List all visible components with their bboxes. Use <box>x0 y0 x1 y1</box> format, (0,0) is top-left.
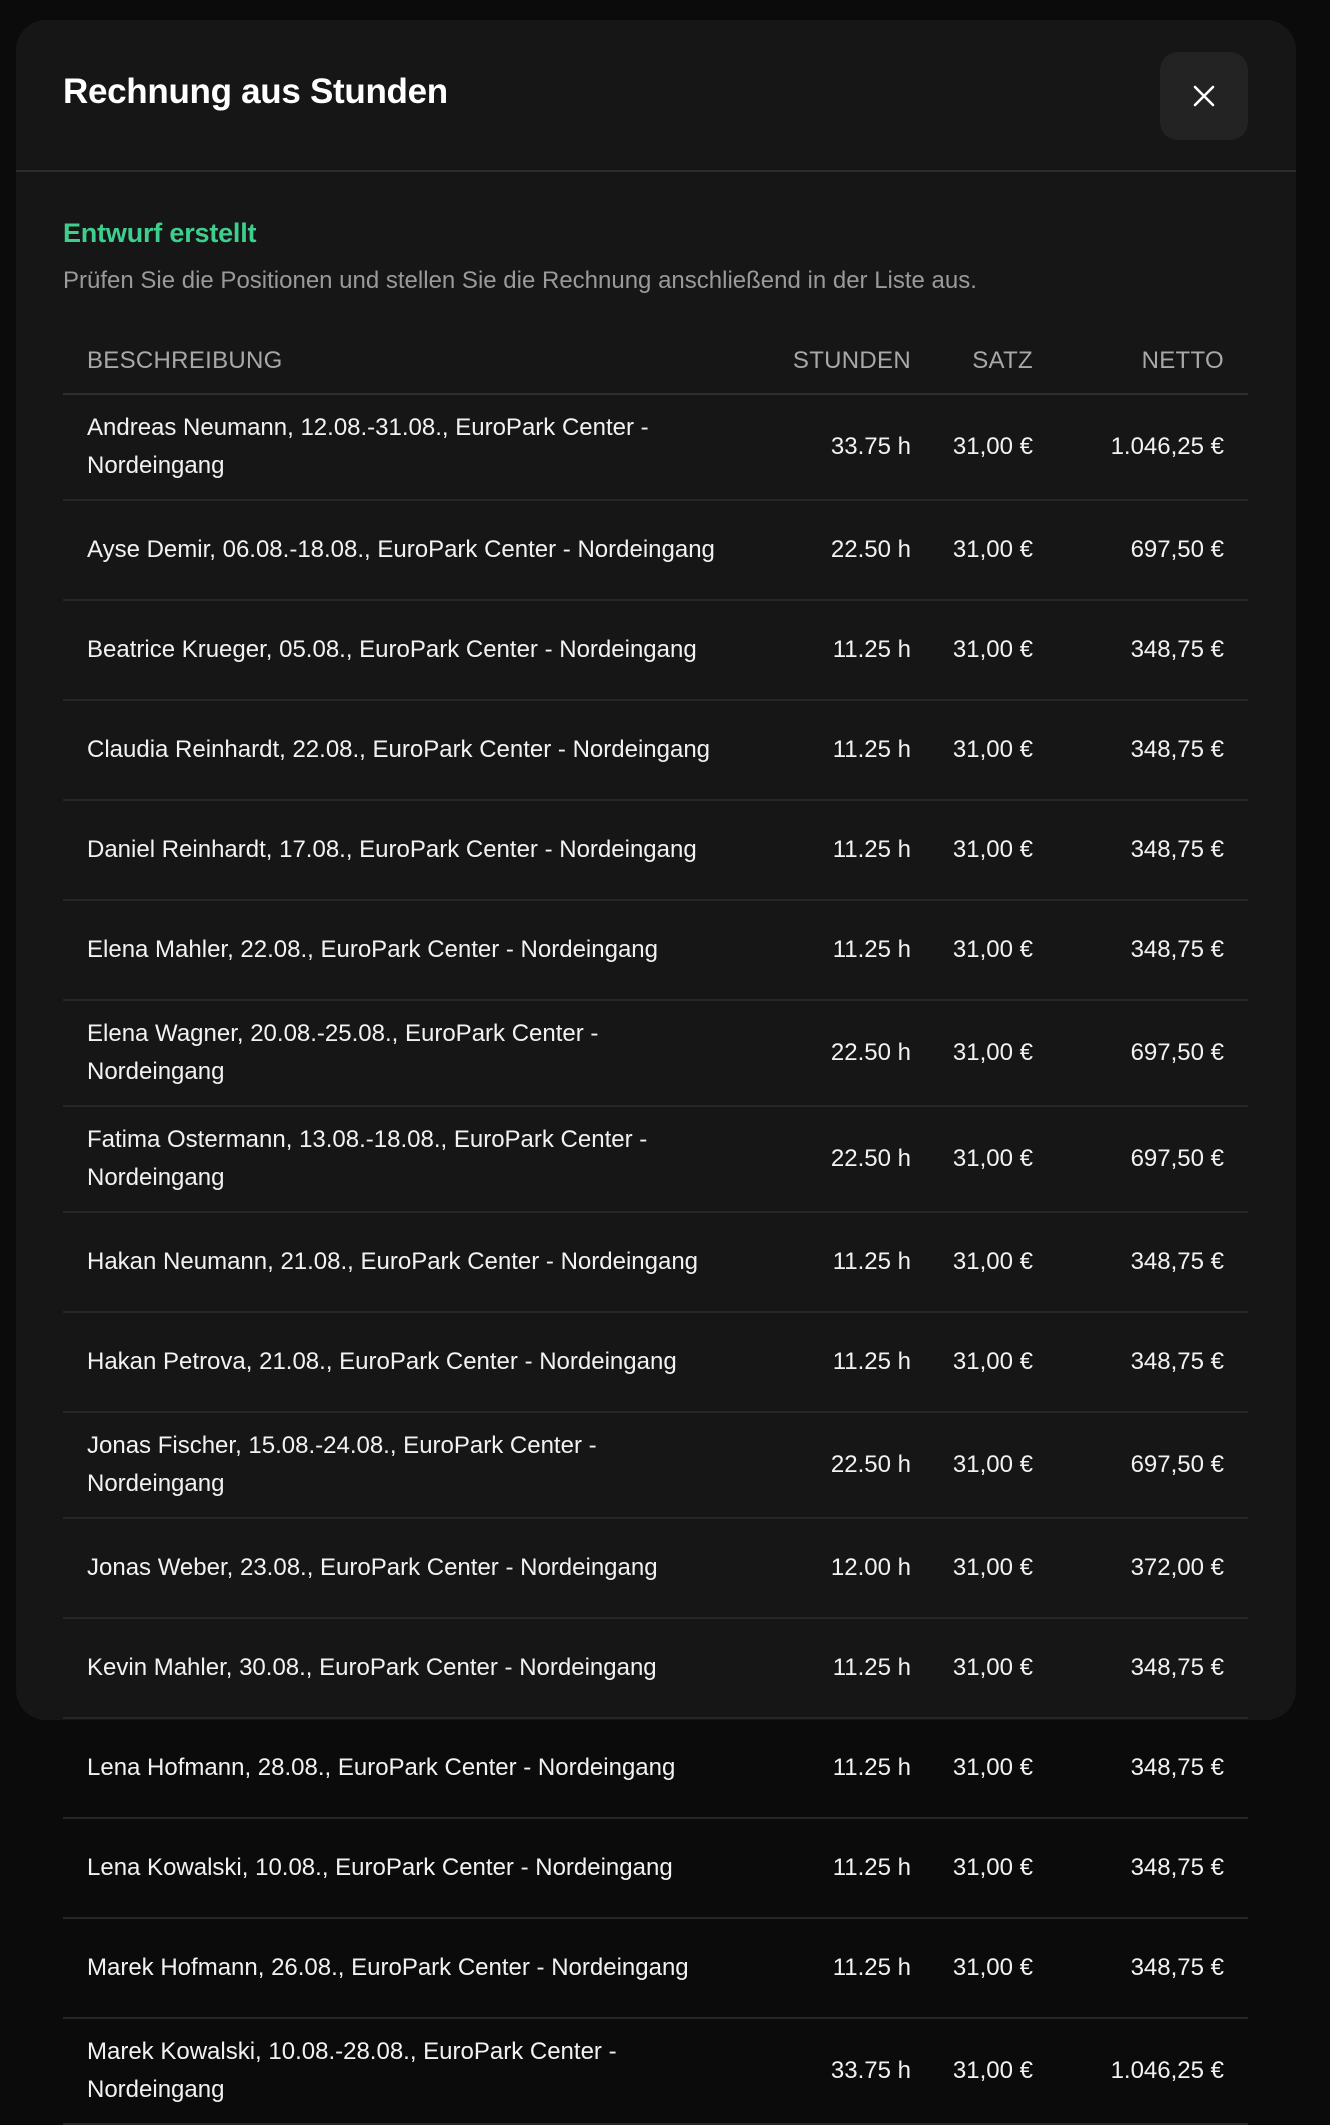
invoice-items-table <box>63 329 1248 2125</box>
row-rate: 31,00 € <box>923 1212 1045 1312</box>
table-row <box>63 1412 1248 1518</box>
row-rate: 31,00 € <box>923 700 1045 800</box>
row-hours: 22.50 h <box>773 1106 923 1212</box>
row-hours: 22.50 h <box>773 500 923 600</box>
row-hours: 11.25 h <box>773 800 923 900</box>
row-description: Elena Mahler, 22.08., EuroPark Center - Nordeingang <box>63 900 773 1000</box>
row-rate: 31,00 € <box>923 1000 1045 1106</box>
row-net: 697,50 € <box>1045 1412 1248 1518</box>
row-hours: 11.25 h <box>773 1618 923 1718</box>
row-hours: 12.00 h <box>773 1518 923 1618</box>
row-rate: 31,00 € <box>923 1106 1045 1212</box>
row-net: 348,75 € <box>1045 700 1248 800</box>
row-rate: 31,00 € <box>923 1718 1045 1818</box>
row-hours: 11.25 h <box>773 1312 923 1412</box>
row-rate: 31,00 € <box>923 500 1045 600</box>
row-rate: 31,00 € <box>923 800 1045 900</box>
row-description: Kevin Mahler, 30.08., EuroPark Center - Nordeingang <box>63 1618 773 1718</box>
row-hours: 22.50 h <box>773 1000 923 1106</box>
row-description: Hakan Neumann, 21.08., EuroPark Center - Nordeingang <box>63 1212 773 1312</box>
row-net: 697,50 € <box>1045 500 1248 600</box>
row-description: Beatrice Krueger, 05.08., EuroPark Center - Nordeingang <box>63 600 773 700</box>
row-description: Jonas Weber, 23.08., EuroPark Center - Nordeingang <box>63 1518 773 1618</box>
row-net: 348,75 € <box>1045 1718 1248 1818</box>
table-row <box>63 1918 1248 2018</box>
row-net: 348,75 € <box>1045 1818 1248 1918</box>
row-net: 348,75 € <box>1045 1212 1248 1312</box>
table-row <box>63 1518 1248 1618</box>
row-rate: 31,00 € <box>923 2018 1045 2124</box>
table-row <box>63 1312 1248 1412</box>
row-rate: 31,00 € <box>923 900 1045 1000</box>
table-row <box>63 1000 1248 1106</box>
row-description: Elena Wagner, 20.08.-25.08., EuroPark Center - Nordeingang <box>63 1000 773 1106</box>
row-net: 348,75 € <box>1045 1312 1248 1412</box>
row-hours: 11.25 h <box>773 1818 923 1918</box>
row-description: Claudia Reinhardt, 22.08., EuroPark Center - Nordeingang <box>63 700 773 800</box>
row-net: 372,00 € <box>1045 1518 1248 1618</box>
row-description: Andreas Neumann, 12.08.-31.08., EuroPark Center - Nordeingang <box>63 394 773 500</box>
status-title: Entwurf erstellt <box>63 218 257 248</box>
row-description: Marek Hofmann, 26.08., EuroPark Center - Nordeingang <box>63 1918 773 2018</box>
table-row <box>63 2018 1248 2124</box>
column-header-description: BESCHREIBUNG <box>63 329 773 394</box>
table-row <box>63 1818 1248 1918</box>
row-hours: 11.25 h <box>773 700 923 800</box>
row-description: Fatima Ostermann, 13.08.-18.08., EuroPark Center - Nordeingang <box>63 1106 773 1212</box>
row-description: Jonas Fischer, 15.08.-24.08., EuroPark Center - Nordeingang <box>63 1412 773 1518</box>
row-description: Ayse Demir, 06.08.-18.08., EuroPark Center - Nordeingang <box>63 500 773 600</box>
column-header-hours: STUNDEN <box>773 329 923 394</box>
table-row <box>63 1212 1248 1312</box>
invoice-modal <box>16 20 1296 2103</box>
row-rate: 31,00 € <box>923 1518 1045 1618</box>
table-row <box>63 394 1248 500</box>
row-hours: 11.25 h <box>773 1212 923 1312</box>
table-row <box>63 1618 1248 1718</box>
row-description: Lena Hofmann, 28.08., EuroPark Center - Nordeingang <box>63 1718 773 1818</box>
modal-title: Rechnung aus Stunden <box>63 72 448 111</box>
row-net: 697,50 € <box>1045 1000 1248 1106</box>
row-description: Lena Kowalski, 10.08., EuroPark Center - Nordeingang <box>63 1818 773 1918</box>
row-hours: 33.75 h <box>773 2018 923 2124</box>
modal-header <box>16 20 1296 172</box>
row-hours: 22.50 h <box>773 1412 923 1518</box>
row-hours: 11.25 h <box>773 900 923 1000</box>
row-rate: 31,00 € <box>923 394 1045 500</box>
table-row <box>63 500 1248 600</box>
column-header-net: NETTO <box>1045 329 1248 394</box>
row-rate: 31,00 € <box>923 1918 1045 2018</box>
row-net: 348,75 € <box>1045 800 1248 900</box>
row-hours: 11.25 h <box>773 600 923 700</box>
close-icon <box>1191 83 1217 109</box>
row-rate: 31,00 € <box>923 1312 1045 1412</box>
row-description: Daniel Reinhardt, 17.08., EuroPark Center - Nordeingang <box>63 800 773 900</box>
row-net: 697,50 € <box>1045 1106 1248 1212</box>
row-net: 1.046,25 € <box>1045 394 1248 500</box>
table-row <box>63 900 1248 1000</box>
table-row <box>63 600 1248 700</box>
table-row <box>63 800 1248 900</box>
table-header-row <box>63 329 1248 394</box>
row-hours: 11.25 h <box>773 1918 923 2018</box>
row-rate: 31,00 € <box>923 1618 1045 1718</box>
row-rate: 31,00 € <box>923 1412 1045 1518</box>
column-header-rate: SATZ <box>923 329 1045 394</box>
table-row <box>63 1106 1248 1212</box>
table-row <box>63 1718 1248 1818</box>
table-row <box>63 700 1248 800</box>
row-net: 348,75 € <box>1045 1918 1248 2018</box>
row-hours: 33.75 h <box>773 394 923 500</box>
row-rate: 31,00 € <box>923 1818 1045 1918</box>
row-rate: 31,00 € <box>923 600 1045 700</box>
row-net: 1.046,25 € <box>1045 2018 1248 2124</box>
modal-body <box>16 172 1296 2125</box>
close-button[interactable] <box>1160 52 1248 140</box>
row-description: Marek Kowalski, 10.08.-28.08., EuroPark Center - Nordeingang <box>63 2018 773 2124</box>
row-net: 348,75 € <box>1045 600 1248 700</box>
row-net: 348,75 € <box>1045 1618 1248 1718</box>
row-description: Hakan Petrova, 21.08., EuroPark Center - Nordeingang <box>63 1312 773 1412</box>
row-hours: 11.25 h <box>773 1718 923 1818</box>
row-net: 348,75 € <box>1045 900 1248 1000</box>
status-description: Prüfen Sie die Positionen und stellen Sie die Rechnung anschließend in der Liste aus. <box>63 267 977 294</box>
